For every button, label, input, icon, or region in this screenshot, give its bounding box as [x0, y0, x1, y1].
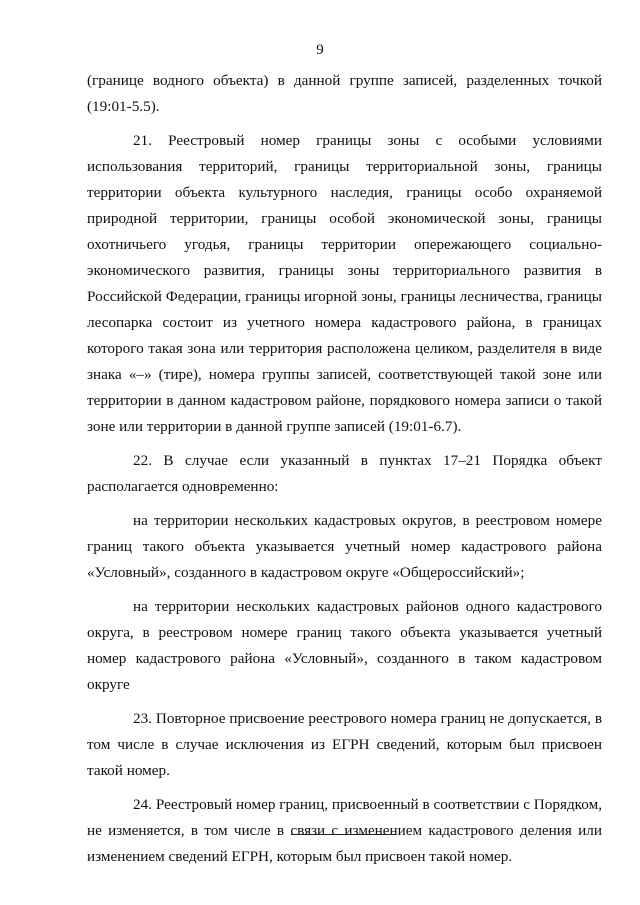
- paragraph-22-item-1: на территории нескольких кадастровых округов, в реестровом номере границ такого объекта указывается учетный номер кадастрового района «Условный», созданного в кадастровом округе «Общероссийский»;: [87, 512, 602, 581]
- paragraph-24: 24. Реестровый номер границ, присвоенный в соответствии с Порядком, не изменяется, в том числе в связи с изменением кадастрового деления или изменением сведений ЕГРН, которым был присвоен такой номер.: [87, 796, 602, 865]
- paragraph-continuation: (границе водного объекта) в данной группе записей, разделенных точкой (19:01-5.5).: [87, 72, 602, 115]
- paragraph-22-item-2: на территории нескольких кадастровых районов одного кадастрового округа, в реестровом номере границ такого объекта указывается учетный номер кадастрового района «Условный», созданного в таком кадастровом округе: [87, 598, 602, 693]
- document-body: [87, 68, 602, 870]
- paragraph-22: 22. В случае если указанный в пунктах 17–21 Порядка объект располагается одновременно:: [87, 452, 602, 495]
- page-number: 9: [316, 42, 324, 58]
- paragraph-21: 21. Реестровый номер границы зоны с особыми условиями использования территорий, границы территориальной зоны, границы территории объекта культурного наследия, границы особо охраняемой природной территории, границы особой экономической зоны, границы охотничьего угодья, границы территории опережающего социально-экономического развития, границы зоны территориального развития в Российской Федерации, границы игорной зоны, границы лесничества, границы лесопарка состоит из учетного номера кадастрового района, в границах которого такая зона или территория расположена целиком, разделителя в виде знака «–» (тире), номера группы записей, соответствующей такой зоне или территории в данном кадастровом районе, порядкового номера записи о такой зоне или территории в данной группе записей (19:01-6.7).: [87, 132, 602, 435]
- paragraph-23: 23. Повторное присвоение реестрового номера границ не допускается, в том числе в случае исключения из ЕГРН сведений, которым был присвоен такой номер.: [87, 710, 602, 779]
- end-divider: [291, 834, 395, 835]
